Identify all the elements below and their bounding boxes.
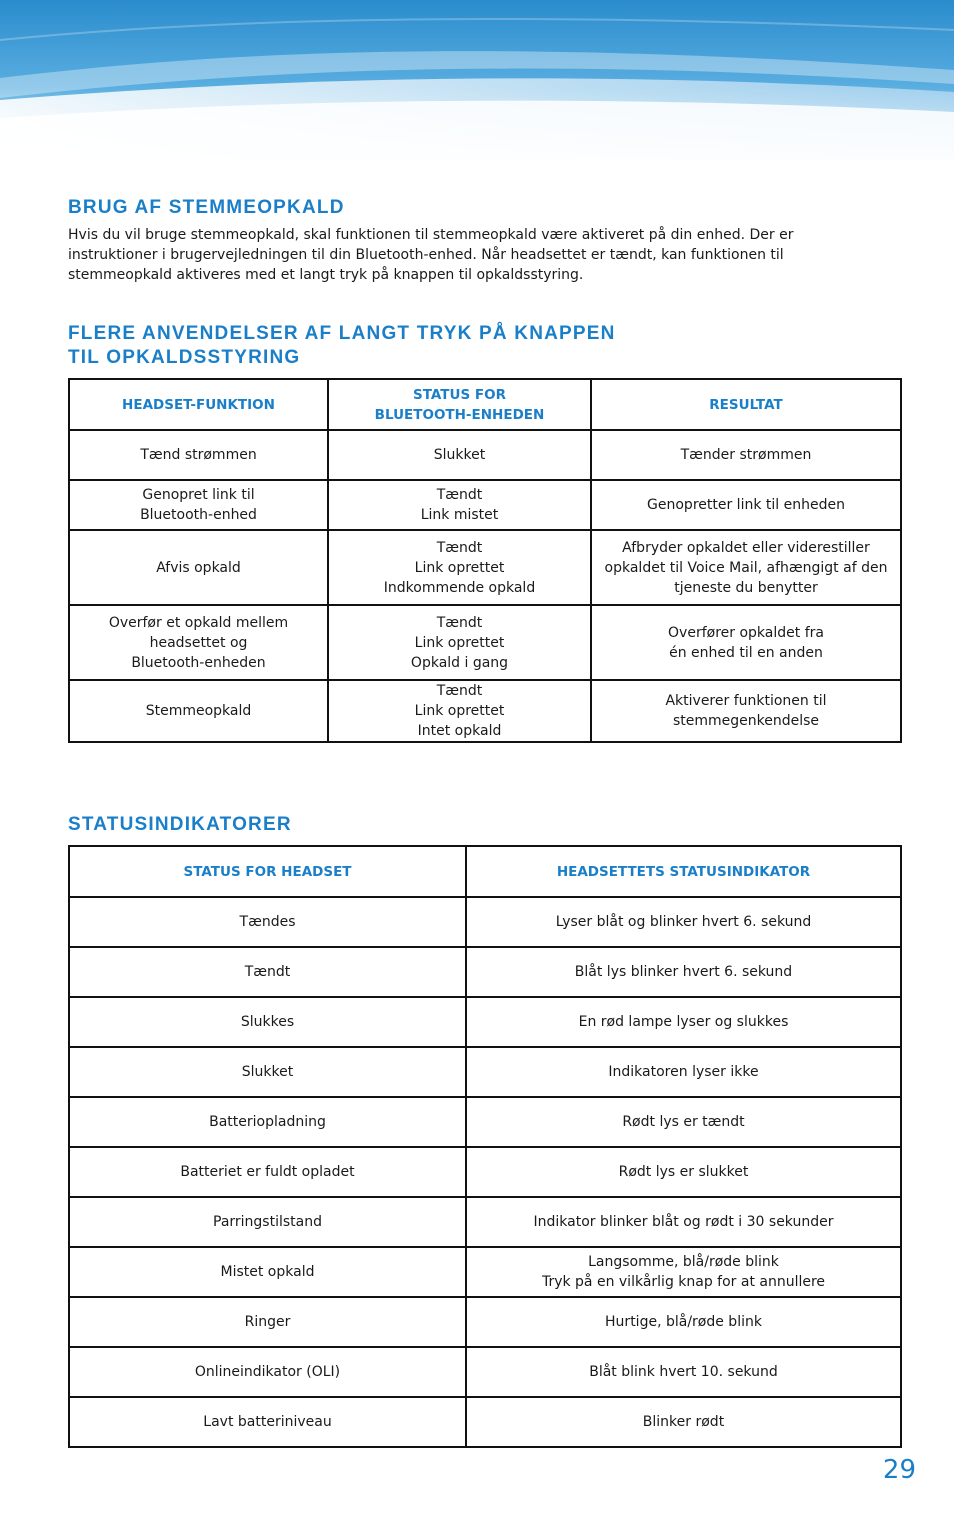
table-cell: Lyser blåt og blinker hvert 6. sekund xyxy=(466,897,901,947)
table-cell: Tænd strømmen xyxy=(69,430,328,480)
table-cell: Batteriopladning xyxy=(69,1097,466,1147)
column-header: HEADSET-FUNKTION xyxy=(69,379,328,430)
table-row xyxy=(69,605,901,680)
table-cell: Tændes xyxy=(69,897,466,947)
table-cell: Tænder strømmen xyxy=(591,430,901,480)
table-cell: Stemmeopkald xyxy=(69,680,328,742)
column-header: STATUS FOR HEADSET xyxy=(69,846,466,897)
table-cell: Afbryder opkaldet eller viderestiller opkaldet til Voice Mail, afhængigt af den tjeneste du benytter xyxy=(591,530,901,605)
table-cell: Blinker rødt xyxy=(466,1397,901,1447)
table-cell: Aktiverer funktionen til stemmegenkendelse xyxy=(591,680,901,742)
table-cell: Overfører opkaldet fra én enhed til en anden xyxy=(591,605,901,680)
table-row xyxy=(69,997,901,1047)
table-header-row xyxy=(69,379,901,430)
column-header: HEADSETTETS STATUSINDIKATOR xyxy=(466,846,901,897)
table-row xyxy=(69,480,901,530)
table-cell: Rødt lys er tændt xyxy=(466,1097,901,1147)
long-press-table xyxy=(68,378,902,743)
table-header-row xyxy=(69,846,901,897)
table-row xyxy=(69,1247,901,1297)
section-title-voice-dialing: BRUG AF STEMMEOPKALD xyxy=(68,197,345,218)
table-cell: Parringstilstand xyxy=(69,1197,466,1247)
table-cell: Afvis opkald xyxy=(69,530,328,605)
table-cell: Slukkes xyxy=(69,997,466,1047)
table-cell: Genopretter link til enheden xyxy=(591,480,901,530)
column-header: RESULTAT xyxy=(591,379,901,430)
table-row xyxy=(69,947,901,997)
section-title-long-press xyxy=(68,322,616,370)
table-cell: Blåt lys blinker hvert 6. sekund xyxy=(466,947,901,997)
table-cell: Hurtige, blå/røde blink xyxy=(466,1297,901,1347)
table-row xyxy=(69,1047,901,1097)
table-cell: Slukket xyxy=(69,1047,466,1097)
table-row xyxy=(69,530,901,605)
table-row xyxy=(69,1297,901,1347)
table-cell: Mistet opkald xyxy=(69,1247,466,1297)
table-cell: Blåt blink hvert 10. sekund xyxy=(466,1347,901,1397)
table-cell: Tændt Link oprettet Intet opkald xyxy=(328,680,591,742)
table-cell: Onlineindikator (OLI) xyxy=(69,1347,466,1397)
section-title-status-indicators: STATUSINDIKATORER xyxy=(68,814,292,835)
table-cell: Lavt batteriniveau xyxy=(69,1397,466,1447)
table-cell: Tændt Link oprettet Opkald i gang xyxy=(328,605,591,680)
table-cell: Tændt Link mistet xyxy=(328,480,591,530)
voice-dialing-paragraph: Hvis du vil bruge stemmeopkald, skal funktionen til stemmeopkald være aktiveret på din enhed. Der er instruktioner i brugervejledningen til din Bluetooth-enhed. Når headsettet er tændt, kan funktionen til stemmeopkald aktiveres med et langt tryk på knappen til opkaldsstyring. xyxy=(68,227,794,283)
table-row xyxy=(69,1147,901,1197)
table-cell: Rødt lys er slukket xyxy=(466,1147,901,1197)
table-row xyxy=(69,897,901,947)
table-cell: En rød lampe lyser og slukkes xyxy=(466,997,901,1047)
table-row xyxy=(69,1347,901,1397)
table-cell: Ringer xyxy=(69,1297,466,1347)
table-cell: Genopret link til Bluetooth-enhed xyxy=(69,480,328,530)
table-cell: Indikatoren lyser ikke xyxy=(466,1047,901,1097)
table-cell: Slukket xyxy=(328,430,591,480)
status-indicator-table xyxy=(68,845,902,1448)
table-cell: Tændt Link oprettet Indkommende opkald xyxy=(328,530,591,605)
table-row xyxy=(69,680,901,742)
table-cell: Indikator blinker blåt og rødt i 30 sekunder xyxy=(466,1197,901,1247)
table-cell: Batteriet er fuldt opladet xyxy=(69,1147,466,1197)
section-title-line-1: FLERE ANVENDELSER AF LANGT TRYK PÅ KNAPPEN xyxy=(68,323,616,344)
table-row xyxy=(69,1097,901,1147)
header-wave-banner xyxy=(0,0,954,160)
page-number: 29 xyxy=(882,1455,916,1485)
table-row xyxy=(69,430,901,480)
table-cell: Overfør et opkald mellem headsettet og Bluetooth-enheden xyxy=(69,605,328,680)
table-row xyxy=(69,1197,901,1247)
section-title-line-2: TIL OPKALDSSTYRING xyxy=(68,347,301,368)
column-header: STATUS FOR BLUETOOTH-ENHEDEN xyxy=(328,379,591,430)
table-cell: Tændt xyxy=(69,947,466,997)
table-row xyxy=(69,1397,901,1447)
table-cell: Langsomme, blå/røde blink Tryk på en vilkårlig knap for at annullere xyxy=(466,1247,901,1297)
